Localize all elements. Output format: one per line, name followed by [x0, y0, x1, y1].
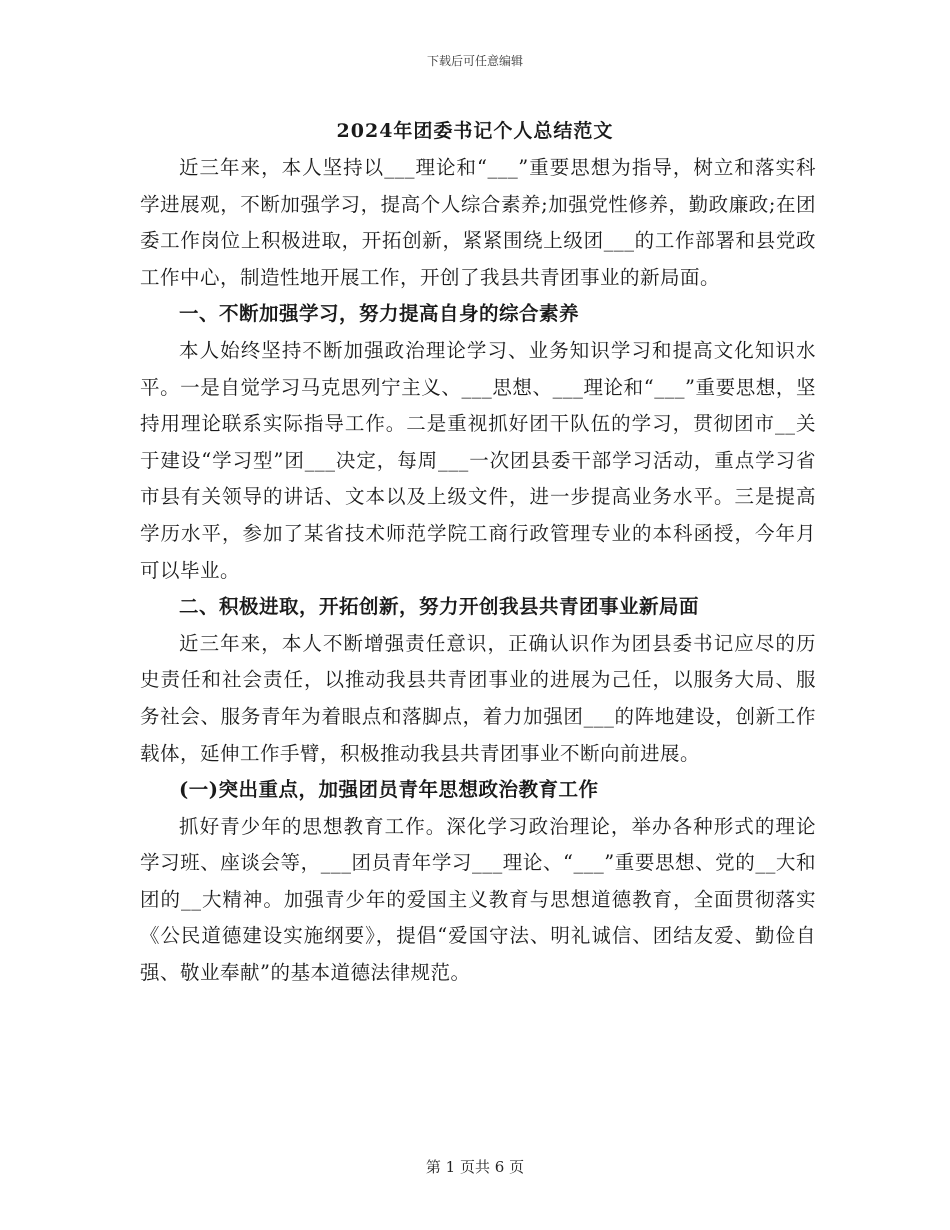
page-header-note: 下载后可任意编辑: [426, 54, 523, 68]
section-heading-1: 一、不断加强学习，努力提高自身的综合素养: [179, 302, 580, 326]
paragraph-progress: 近三年来，本人不断增强责任意识，正确认识作为团县委书记应尽的历史责任和社会责任，以推动我县共青团事业的进展为己任，以服务大局、服务社会、服务青年为着眼点和落脚点，着力加强团___的阵地建设，创新工作载体，延伸工作手臂，积极推动我县共青团事业不断向前进展。: [140, 631, 816, 765]
page-number: 第 1 页共 6 页: [425, 1158, 525, 1176]
section-heading-2: 二、积极进取，开拓创新，努力开创我县共青团事业新局面: [179, 595, 700, 619]
document-title: 2024年团委书记个人总结范文: [336, 120, 614, 142]
paragraph-education: 抓好青少年的思想教育工作。深化学习政治理论，举办各种形式的理论学习班、座谈会等，___团员青年学习___理论、“___”重要思想、党的__大和团的__大精神。加强青少年的爱国主义教育与思想道德教育，全面贯彻落实《公民道德建设实施纲要》，提倡“爱国守法、明礼诚信、团结友爱、勤俭自强、敬业奉献”的基本道德法律规范。: [140, 814, 816, 985]
document-body: [140, 150, 816, 992]
paragraph-study: 本人始终坚持不断加强政治理论学习、业务知识学习和提高文化知识水平。一是自觉学习马克思列宁主义、___思想、___理论和“___”重要思想，坚持用理论联系实际指导工作。二是重视抓好团干队伍的学习，贯彻团市__关于建设“学习型”团___决定，每周___一次团县委干部学习活动，重点学习省市县有关领导的讲话、文本以及上级文件，进一步提高业务水平。三是提高学历水平，参加了某省技术师范学院工商行政管理专业的本科函授，今年月可以毕业。: [140, 338, 816, 582]
paragraph-intro: 近三年来，本人坚持以___理论和“___”重要思想为指导，树立和落实科学进展观，不断加强学习，提高个人综合素养;加强党性修养，勤政廉政;在团委工作岗位上积极进取，开拓创新，紧紧围绕上级团___的工作部署和县党政工作中心，制造性地开展工作，开创了我县共青团事业的新局面。: [140, 156, 816, 289]
subsection-heading-1: (一)突出重点，加强团员青年思想政治教育工作: [179, 778, 599, 802]
